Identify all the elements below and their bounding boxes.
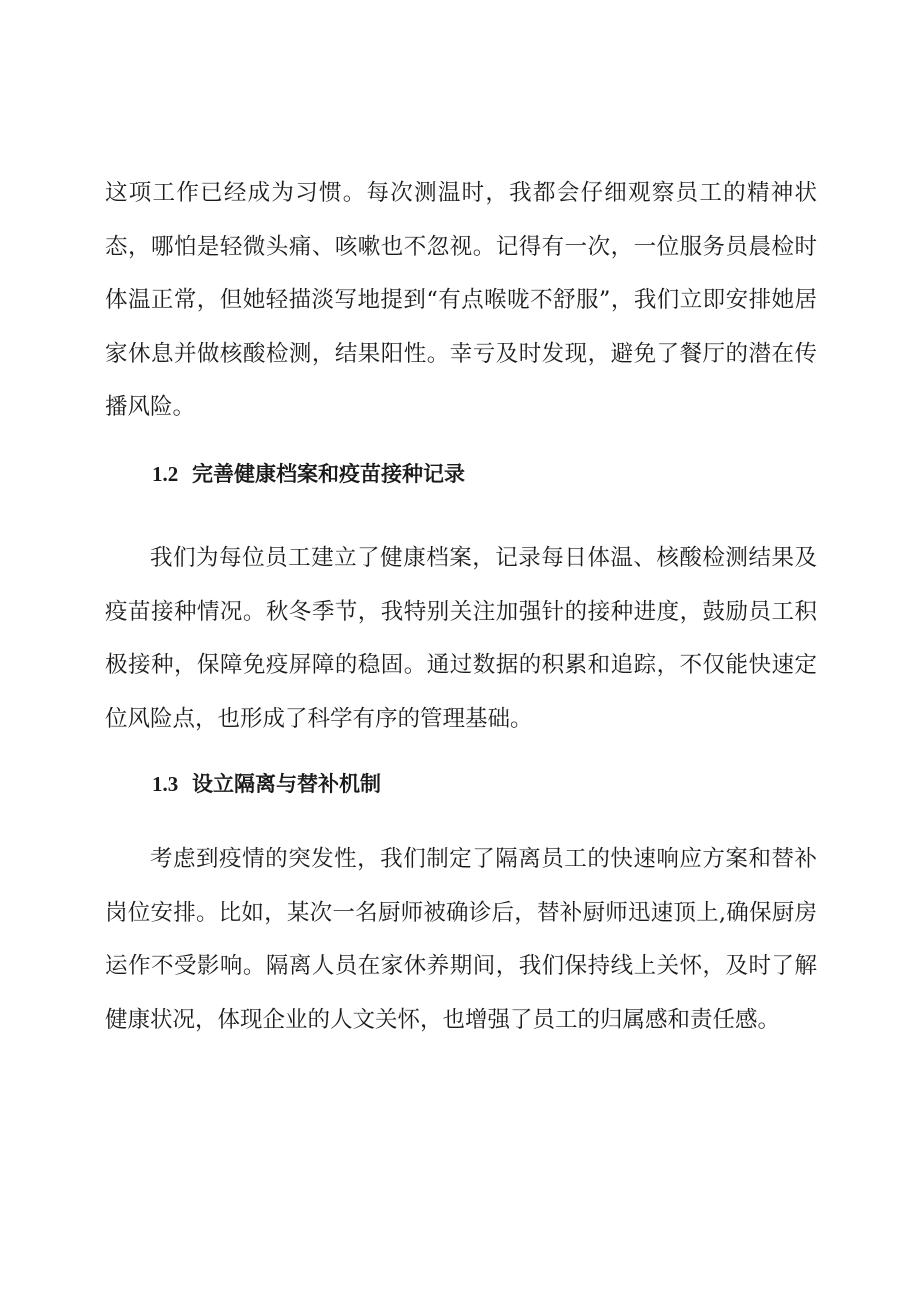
section-title: 设立隔离与替补机制: [192, 772, 381, 796]
health-records-paragraph: 我们为每位员工建立了健康档案，记录每日体温、核酸检测结果及疫苗接种情况。秋冬季节，我特别关注加强针的接种进度，鼓励员工积极接种，保障免疫屏障的稳固。通过数据的积累和追踪，不仅能快速定位风险点，也形成了科学有序的管理基础。: [105, 545, 817, 732]
section-heading-1-2: [152, 459, 465, 489]
section-heading-1-3: [152, 769, 381, 799]
section-number: 1.2: [152, 462, 179, 486]
isolation-mechanism-paragraph: 考虑到疫情的突发性，我们制定了隔离员工的快速响应方案和替补岗位安排。比如，某次一名厨师被确诊后，替补厨师迅速顶上,确保厨房运作不受影响。隔离人员在家休养期间，我们保持线上关怀，及时了解健康状况，体现企业的人文关怀，也增强了员工的归属感和责任感。: [105, 846, 817, 1033]
section-number: 1.3: [152, 772, 179, 796]
intro-paragraph: 这项工作已经成为习惯。每次测温时，我都会仔细观察员工的精神状态，哪怕是轻微头痛、咳嗽也不忽视。记得有一次，一位服务员晨检时体温正常，但她轻描淡写地提到“有点喉咙不舒服”，我们立即安排她居家休息并做核酸检测，结果阳性。幸亏及时发现，避免了餐厅的潜在传播风险。: [105, 180, 817, 420]
section-title: 完善健康档案和疫苗接种记录: [192, 462, 465, 486]
